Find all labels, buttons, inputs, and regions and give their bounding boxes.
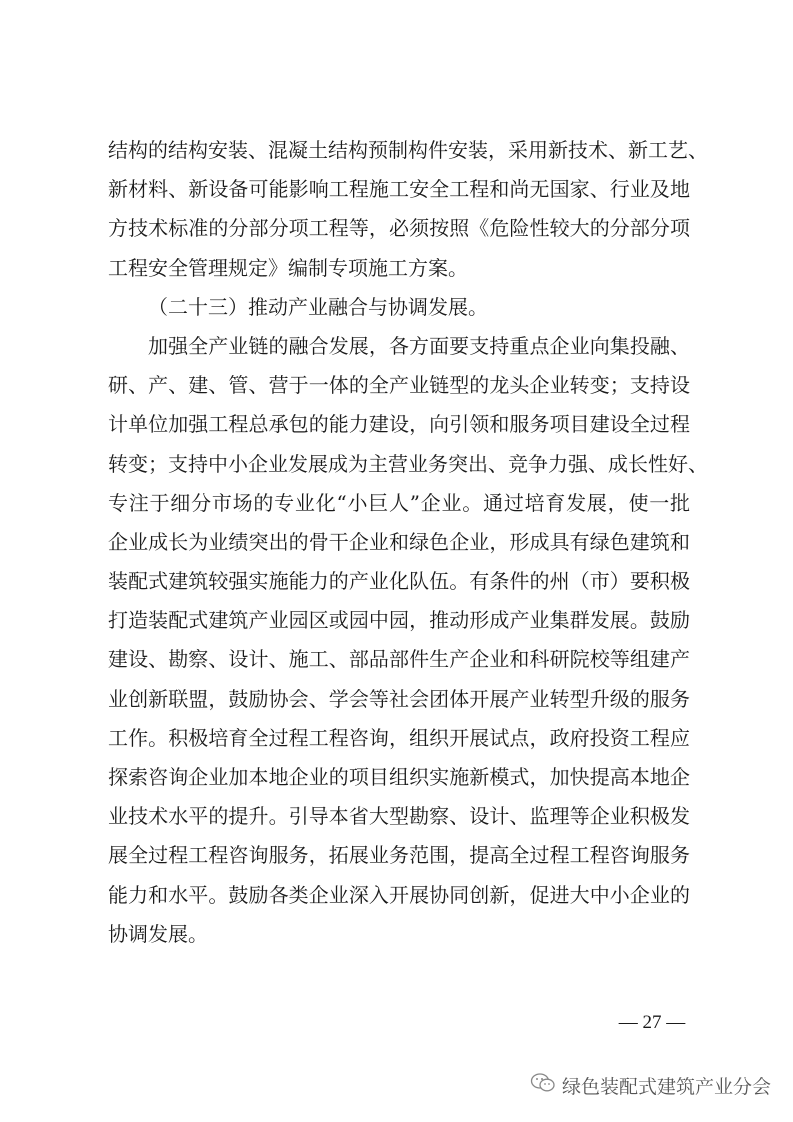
text-line: 专注于细分市场的专业化“小巨人”企业。通过培育发展，使一批 <box>108 490 690 515</box>
wechat-icon <box>530 1072 556 1099</box>
text-line: 装配式建筑较强实施能力的产业化队伍。有条件的州（市）要积极 <box>108 569 690 594</box>
text-line: 探索咨询企业加本地企业的项目组织实施新模式，加快提高本地企 <box>108 765 690 789</box>
text-line: 协调发展。 <box>108 921 208 946</box>
watermark <box>530 1072 771 1099</box>
text-line: 工作。积极培育全过程工程咨询，组织开展试点，政府投资工程应 <box>108 725 690 750</box>
text-line: 加强全产业链的融合发展，各方面要支持重点企业向集投融、 <box>148 333 690 358</box>
text-line: 研、产、建、管、营于一体的全产业链型的龙头企业转变；支持设 <box>108 373 690 398</box>
text-line: 能力和水平。鼓励各类企业深入开展协同创新，促进大中小企业的 <box>108 882 690 907</box>
document-body <box>108 134 708 957</box>
text-line: 方技术标准的分部分项工程等，必须按照《危险性较大的分部分项 <box>108 216 690 241</box>
text-line: 展全过程工程咨询服务，拓展业务范围，提高全过程工程咨询服务 <box>108 843 690 868</box>
text-line: 打造装配式建筑产业园区或园中园，推动形成产业集群发展。鼓励 <box>108 608 690 633</box>
page-number: — 27 — <box>618 1012 686 1033</box>
section-heading: （二十三）推动产业融合与协调发展。 <box>148 294 488 319</box>
text-line: 业技术水平的提升。引导本省大型勘察、设计、监理等企业积极发 <box>108 804 690 829</box>
text-line: 新材料、新设备可能影响工程施工安全工程和尚无国家、行业及地 <box>108 177 690 202</box>
text-line: 计单位加强工程总承包的能力建设，向引领和服务项目建设全过程 <box>108 412 690 437</box>
text-line: 建设、勘察、设计、施工、部品部件生产企业和科研院校等组建产 <box>108 647 690 672</box>
watermark-text: 绿色装配式建筑产业分会 <box>562 1076 772 1098</box>
text-line: 工程安全管理规定》编制专项施工方案。 <box>108 255 468 280</box>
text-line: 结构的结构安装、混凝土结构预制构件安装，采用新技术、新工艺、 <box>108 138 708 162</box>
paragraph-1 <box>108 134 708 291</box>
text-line: 业创新联盟，鼓励协会、学会等社会团体开展产业转型升级的服务 <box>108 686 690 711</box>
text-line: 转变；支持中小企业发展成为主营业务突出、竞争力强、成长性好、 <box>108 451 708 476</box>
paragraph-2 <box>108 330 708 957</box>
text-line: 企业成长为业绩突出的骨干企业和绿色企业，形成具有绿色建筑和 <box>108 529 690 554</box>
